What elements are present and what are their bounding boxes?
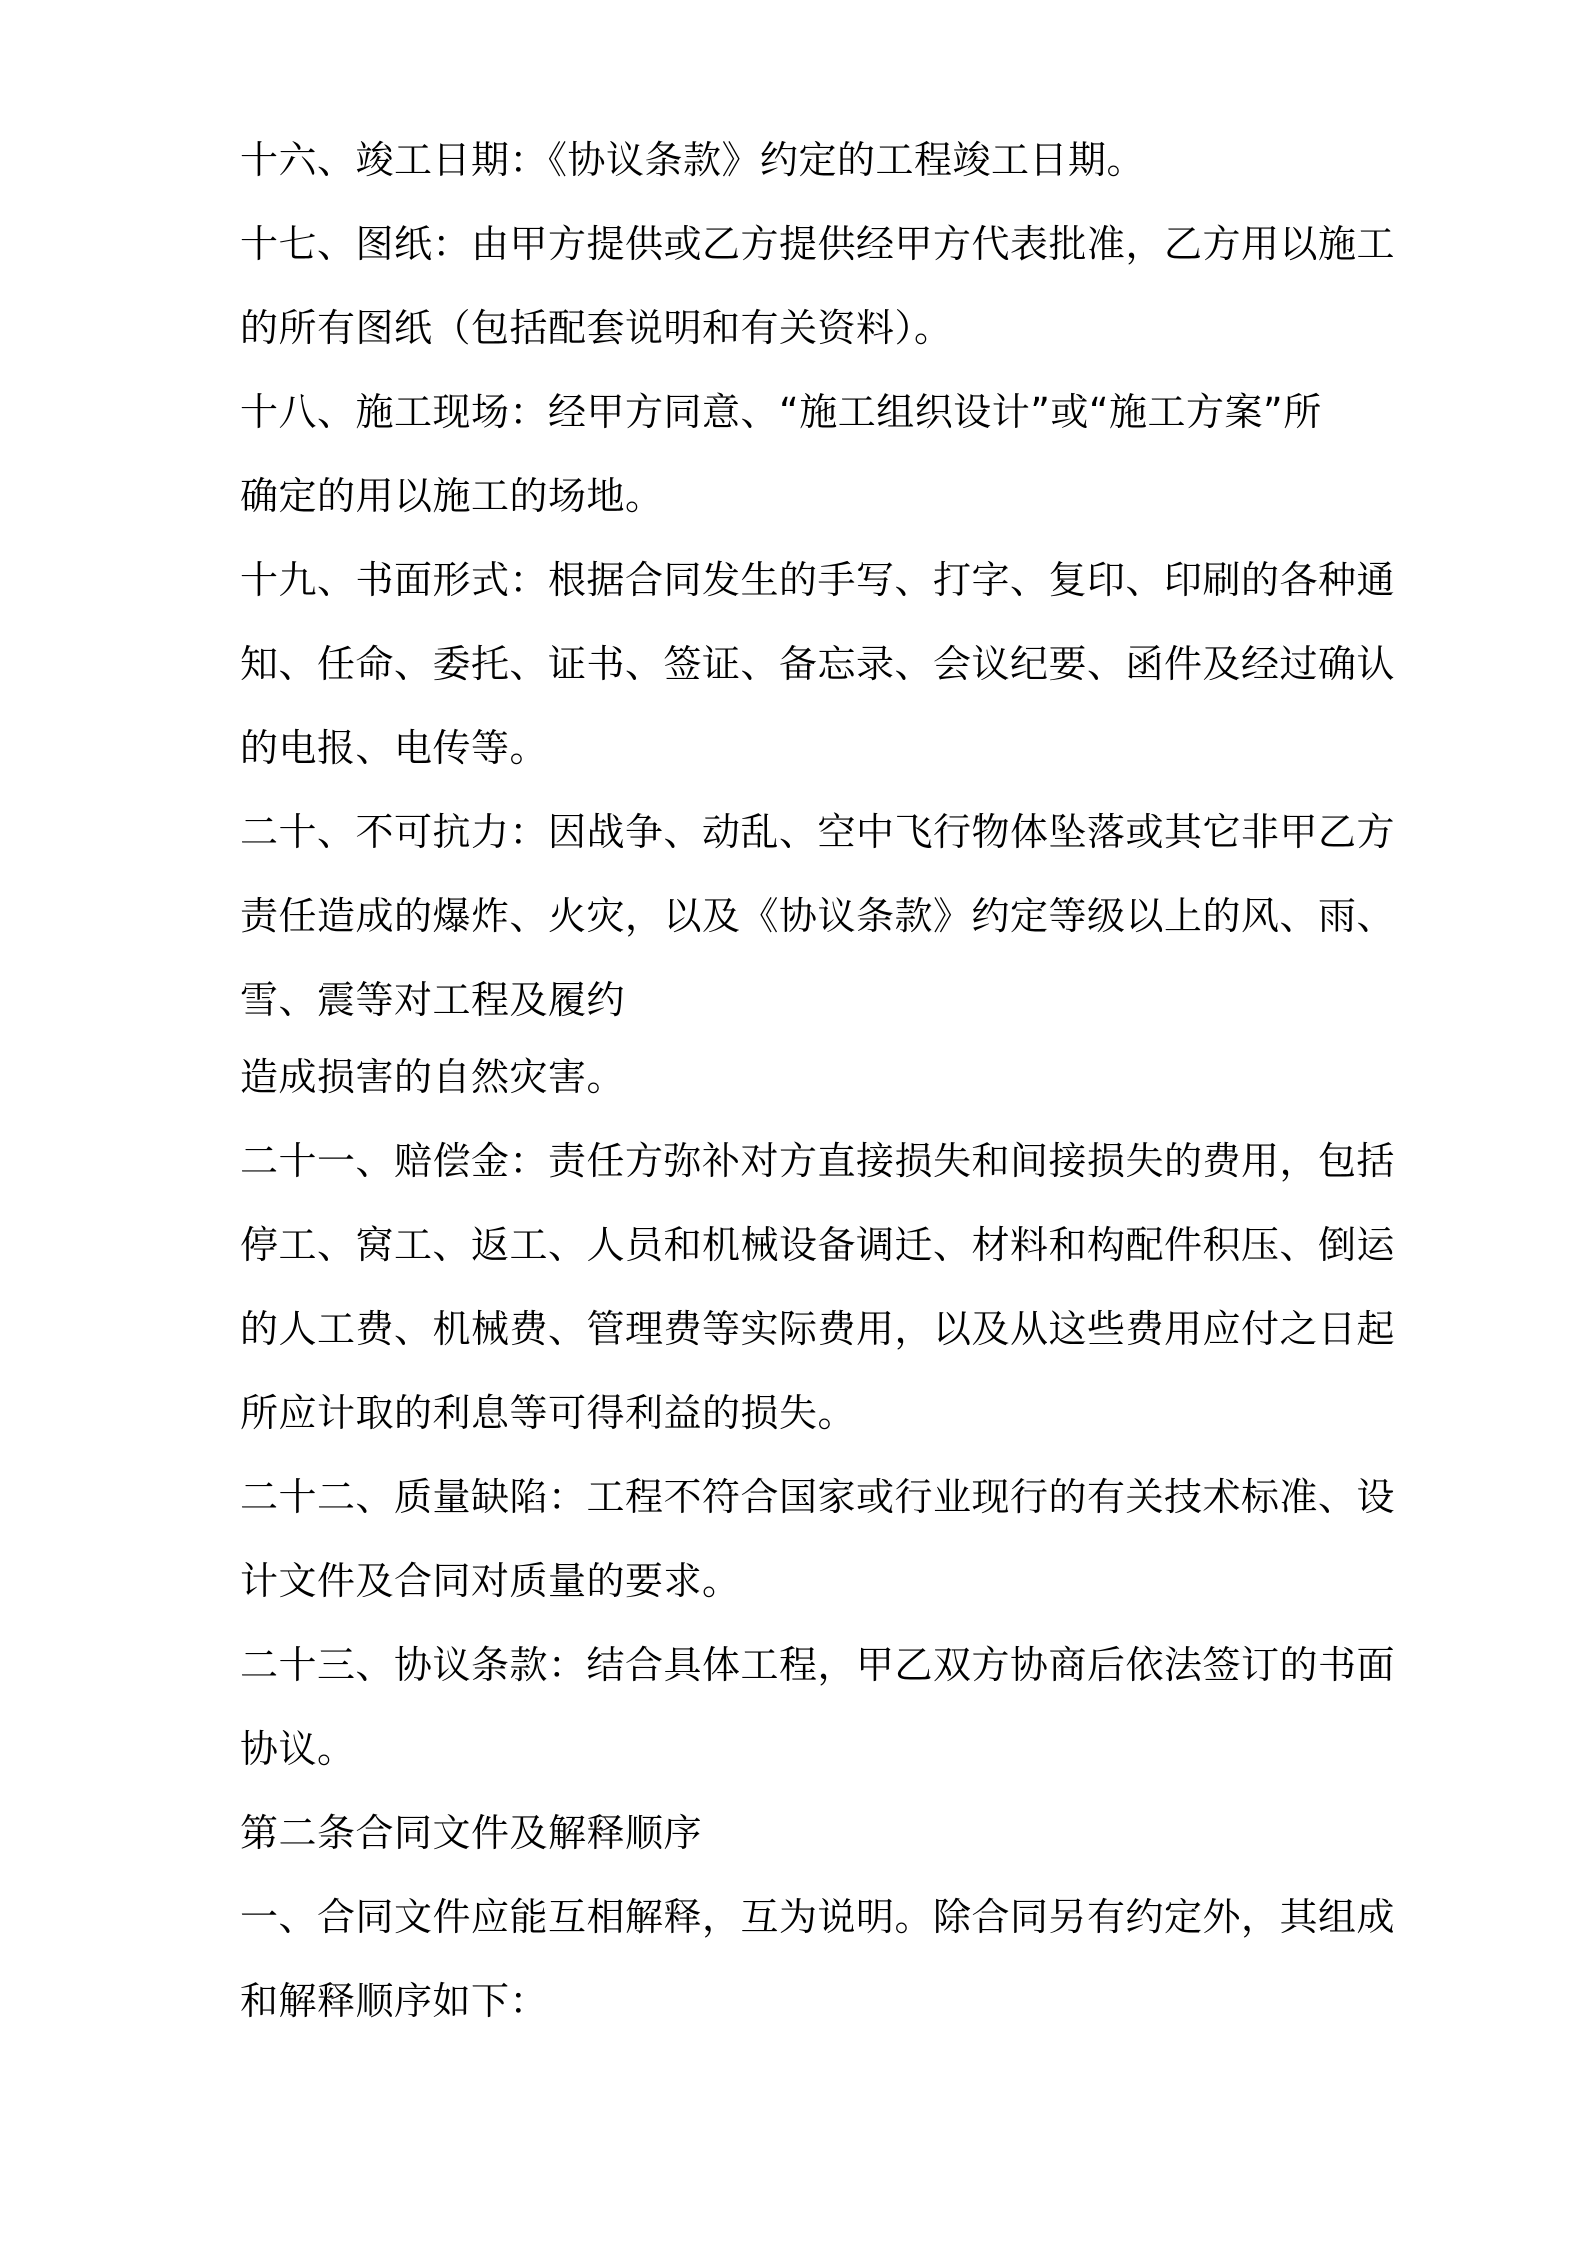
text-line: 的人工费、机械费、管理费等实际费用，以及从这些费用应付之日起 — [240, 1307, 1396, 1351]
text-line: 十六、竣工日期：《协议条款》约定的工程竣工日期。 — [240, 138, 1146, 182]
text-line: 的电报、电传等。 — [240, 726, 549, 770]
text-line: 十七、图纸：由甲方提供或乙方提供经甲方代表批准，乙方用以施工 — [240, 222, 1396, 266]
text-line: 的所有图纸（包括配套说明和有关资料）。 — [240, 306, 953, 350]
text-line: 二十、不可抗力：因战争、动乱、空中飞行物体坠落或其它非甲乙方 — [240, 810, 1396, 854]
text-line: 一、合同文件应能互相解释，互为说明。除合同另有约定外，其组成 — [240, 1895, 1396, 1939]
text-line: 确定的用以施工的场地。 — [240, 474, 664, 518]
text-line: 所应计取的利息等可得利益的损失。 — [240, 1391, 857, 1435]
text-line: 责任造成的爆炸、火灾，以及《协议条款》约定等级以上的风、雨、 — [240, 894, 1396, 938]
text-line: 停工、窝工、返工、人员和机械设备调迁、材料和构配件积压、倒运 — [240, 1223, 1396, 1267]
text-line: 协议。 — [240, 1727, 356, 1771]
text-line: 和解释顺序如下： — [240, 1979, 549, 2023]
text-line: 二十二、质量缺陷：工程不符合国家或行业现行的有关技术标准、设 — [240, 1475, 1396, 1519]
text-line: 十九、书面形式：根据合同发生的手写、打字、复印、印刷的各种通 — [240, 558, 1396, 602]
text-line: 造成损害的自然灾害。 — [240, 1055, 626, 1099]
text-line: 雪、震等对工程及履约 — [240, 978, 626, 1022]
text-line: 二十一、赔偿金：责任方弥补对方直接损失和间接损失的费用，包括 — [240, 1139, 1396, 1183]
text-line: 二十三、协议条款：结合具体工程，甲乙双方协商后依法签订的书面 — [240, 1643, 1396, 1687]
text-line: 知、任命、委托、证书、签证、备忘录、会议纪要、函件及经过确认 — [240, 642, 1396, 686]
text-line: 计文件及合同对质量的要求。 — [240, 1559, 741, 1603]
section-heading: 第二条合同文件及解释顺序 — [240, 1811, 703, 1855]
text-line: 十八、施工现场：经甲方同意、“施工组织设计”或“施工方案”所 — [240, 390, 1322, 434]
